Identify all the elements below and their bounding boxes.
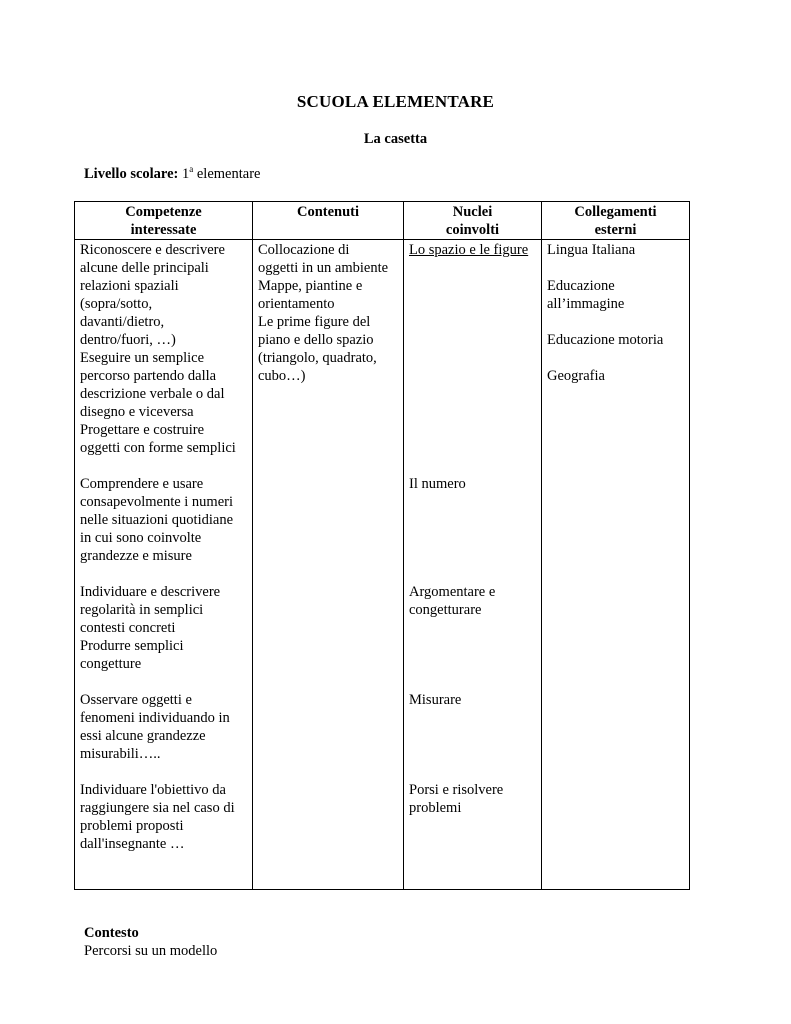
table-row: [75, 240, 690, 890]
cell-line: percorso partendo dalla: [80, 368, 217, 384]
blank-line: [409, 745, 536, 763]
blank-line: [409, 529, 536, 547]
cell-line: grandezze e misure: [80, 548, 192, 564]
cell-line: Argomentare e: [409, 584, 496, 600]
blank-line: [409, 421, 536, 439]
cell-line: Individuare l'obiettivo da: [80, 782, 226, 798]
cell-line: Osservare oggetti e: [80, 692, 192, 708]
blank-line: [409, 349, 536, 367]
cell-line: congetture: [80, 656, 142, 672]
cell-line: nelle situazioni quotidiane: [80, 512, 234, 528]
cell-line: Il numero: [409, 476, 466, 492]
header-nuclei: [404, 202, 542, 240]
curriculum-table: [74, 201, 690, 890]
header-line: coinvolti: [445, 222, 500, 238]
cell-line: alcune delle principali: [80, 260, 209, 276]
blank-line: [409, 493, 536, 511]
cell-line: Progettare e costruire: [80, 422, 205, 438]
blank-line: [409, 385, 536, 403]
blank-line: [409, 763, 536, 781]
blank-line: [409, 655, 536, 673]
blank-line: [80, 457, 247, 475]
school-level-text: elementare: [193, 166, 261, 182]
blank-line: [547, 313, 684, 331]
cell-line: piano e dello spazio: [258, 332, 374, 348]
cell-line: Lo spazio e le figure: [409, 242, 529, 258]
blank-line: [409, 277, 536, 295]
cell-line: contesti concreti: [80, 620, 176, 636]
cell-line: (sopra/sotto,: [80, 296, 153, 312]
cell-line: Produrre semplici: [80, 638, 184, 654]
cell-line: regolarità in semplici: [80, 602, 204, 618]
blank-line: [80, 565, 247, 583]
cell-line: in cui sono coinvolte: [80, 530, 202, 546]
blank-line: [409, 457, 536, 475]
header-line: Contenuti: [296, 204, 360, 220]
school-level-number: 1: [182, 166, 190, 182]
header-competenze: [75, 202, 253, 240]
blank-line: [409, 547, 536, 565]
cell-line: disegno e viceversa: [80, 404, 194, 420]
blank-line: [409, 709, 536, 727]
blank-line: [409, 313, 536, 331]
cell-line: oggetti in un ambiente: [258, 260, 389, 276]
header-line: interessate: [130, 222, 197, 238]
cell-line: Collocazione di: [258, 242, 350, 258]
cell-line: (triangolo, quadrato,: [258, 350, 377, 366]
cell-line: consapevolmente i numeri: [80, 494, 234, 510]
school-level: [84, 165, 260, 183]
header-line: Competenze: [125, 204, 202, 220]
cell-line: Geografia: [547, 368, 605, 384]
blank-line: [409, 439, 536, 457]
cell-collegamenti: [542, 240, 690, 890]
blank-line: [409, 637, 536, 655]
blank-line: [409, 331, 536, 349]
cell-line: dall'insegnante …: [80, 836, 185, 852]
cell-nuclei: [404, 240, 542, 890]
context-text: Percorsi su un modello: [84, 943, 218, 959]
school-level-label: Livello scolare:: [84, 166, 179, 182]
blank-line: [547, 259, 684, 277]
cell-line: orientamento: [258, 296, 335, 312]
cell-line: Educazione motoria: [547, 332, 664, 348]
blank-line: [409, 619, 536, 637]
header-contenuti: [253, 202, 404, 240]
cell-line: oggetti con forme semplici: [80, 440, 236, 456]
cell-line: davanti/dietro,: [80, 314, 165, 330]
blank-line: [409, 673, 536, 691]
school-level-sup: a: [189, 164, 194, 174]
blank-line: [80, 763, 247, 781]
cell-line: cubo…): [258, 368, 306, 384]
cell-line: dentro/fuori, …): [80, 332, 176, 348]
blank-line: [409, 367, 536, 385]
cell-line: raggiungere sia nel caso di: [80, 800, 235, 816]
cell-line: relazioni spaziali: [80, 278, 179, 294]
document-subtitle: La casetta: [363, 131, 428, 147]
blank-line: [547, 349, 684, 367]
blank-line: [80, 673, 247, 691]
blank-line: [409, 403, 536, 421]
blank-line: [409, 727, 536, 745]
table-header-row: [75, 202, 690, 240]
cell-line: Porsi e risolvere: [409, 782, 504, 798]
cell-line: misurabili…..: [80, 746, 161, 762]
cell-line: all’immagine: [547, 296, 625, 312]
cell-line: Comprendere e usare: [80, 476, 204, 492]
cell-line: Le prime figure del: [258, 314, 371, 330]
cell-line: Eseguire un semplice: [80, 350, 205, 366]
blank-line: [409, 259, 536, 277]
cell-line: Individuare e descrivere: [80, 584, 221, 600]
cell-line: congetturare: [409, 602, 482, 618]
context-title: Contesto: [84, 925, 139, 941]
cell-competenze: [75, 240, 253, 890]
blank-line: [409, 511, 536, 529]
cell-contenuti: [253, 240, 404, 890]
cell-line: problemi: [409, 800, 462, 816]
header-line: Nuclei: [452, 204, 493, 220]
cell-line: Misurare: [409, 692, 462, 708]
cell-line: Educazione: [547, 278, 615, 294]
cell-line: Lingua Italiana: [547, 242, 636, 258]
header-collegamenti: [542, 202, 690, 240]
cell-line: Riconoscere e descrivere: [80, 242, 225, 258]
cell-line: problemi proposti: [80, 818, 184, 834]
blank-line: [409, 565, 536, 583]
header-line: esterni: [594, 222, 637, 238]
document-title: SCUOLA ELEMENTARE: [296, 92, 495, 111]
cell-line: descrizione verbale o dal: [80, 386, 225, 402]
cell-line: essi alcune grandezze: [80, 728, 206, 744]
header-line: Collegamenti: [574, 204, 657, 220]
cell-line: fenomeni individuando in: [80, 710, 230, 726]
blank-line: [409, 295, 536, 313]
cell-line: Mappe, piantine e: [258, 278, 363, 294]
